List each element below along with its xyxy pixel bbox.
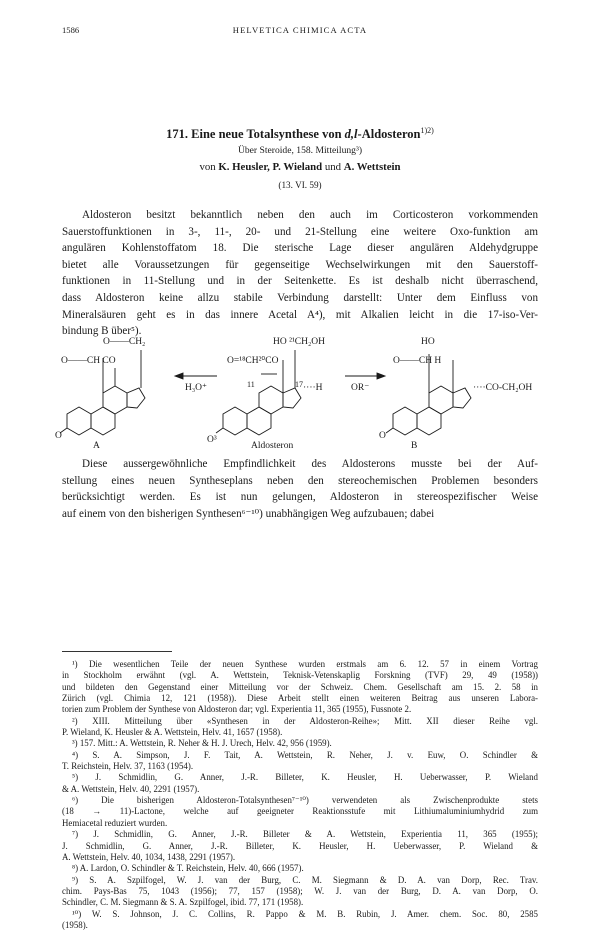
label-a-oxo: O	[55, 431, 62, 441]
label-aldo-17: 17	[295, 380, 303, 389]
label-aldo-h: ····H	[303, 383, 323, 393]
label-aldo-11: 11	[247, 380, 255, 389]
label-aldo-top: HO ²¹CH₂OH	[273, 337, 326, 347]
footnote-line: ²) XIII. Mitteilung über «Synthesen in der Aldosteron-Reihe»; Mitt. XII dieser Reihe vgl.	[72, 715, 538, 726]
label-a-top: O——CH₂	[103, 337, 146, 347]
footnote-line: ⁶) Die bisherigen Aldosteron-Totalsynthesen⁷⁻¹⁰) verwendeten als Zwischenprodukte stets	[72, 795, 538, 806]
text-line: berücksichtigt werden. Es ist nun gelungen, Aldosteron in stereospezifischer Weise	[62, 491, 538, 504]
footnote-line: ¹) Die wesentlichen Teile der neuen Synthese wurden erstmals am 6. 12. 57 in einem Vortrag	[72, 659, 538, 669]
text-line: auf einem von den bisherigen Synthesen⁶⁻¹⁰) unabhängigen Weg aufzubauen; dabei	[62, 507, 435, 520]
text-line: stellung eines neuen Syntheseplans neben den stereochemischen Problemen besonders	[62, 474, 538, 487]
footnote-line: ⁸) A. Lardon, O. Schindler & T. Reichstein, Helv. 40, 666 (1957).	[72, 863, 304, 874]
title-prefix: Eine neue Totalsynthese von	[191, 127, 342, 142]
journal-name: HELVETICA CHIMICA ACTA	[232, 25, 368, 35]
footnote-line: ⁵) J. Schmidlin, G. Anner, J.-R. Billeter, K. Heusler, H. Ueberwasser, P. Wieland	[72, 772, 538, 783]
footnote-line: chim. Pays-Bas 75, 1043 (1956); 77, 157 (1958); W. J. van der Burg, D. A. van Dorp, O.	[62, 885, 538, 896]
text-line: dass Aldosteron keine allzu stabile Verbindung darstellt: Unter dem Einfluss von	[62, 291, 538, 304]
article-subtitle: Über Steroide, 158. Mitteilung³)	[237, 145, 363, 156]
title-compound: -Aldosteron	[357, 127, 421, 142]
title-stereo: d,l	[344, 127, 358, 142]
label-b-ring: O——CH H	[393, 356, 442, 366]
author-2: P. Wieland	[272, 161, 323, 173]
text-line: bindung B über⁵).	[62, 325, 142, 338]
author-line	[0, 161, 600, 173]
label-b-oxo: O	[379, 431, 386, 441]
running-header	[62, 25, 538, 37]
footnote-line: Hemiacetal reduziert wurden.	[62, 817, 168, 828]
text-line: Sauerstoffunktionen in 3-, 11-, 20- und 21-Stellung eine weitere Oxo-funktion am	[62, 225, 538, 238]
text-line: Mineralsäuren geht es in das innere Acetal A⁴), mit Alkalien leicht in die 17-iso-Ver-	[62, 308, 538, 321]
footnote-line: A. Wettstein, Helv. 40, 1034, 1438, 2291 (1957).	[62, 851, 236, 862]
reaction-scheme	[55, 330, 545, 452]
footnote-line: Zürich (vgl. Chimia 12, 121 (1958)). Diese Arbeit stellt einen weiteren Beitrag aus unseren Labora-	[62, 693, 538, 704]
title-superscripts: 1)2)	[420, 126, 434, 135]
paragraph-2	[62, 456, 538, 522]
author-3: A. Wettstein	[343, 161, 401, 173]
footnote-line: ⁹) S. A. Szpilfogel, W. J. van der Burg, C. M. Siegmann & D. A. van Dorp, Rec. Trav.	[72, 874, 538, 885]
text-line: Aldosteron besitzt bekanntlich neben den auch im Corticosteron vorkommenden	[82, 209, 538, 221]
authors-prefix: von	[199, 161, 216, 173]
footnote-line: ⁴) S. A. Simpson, J. F. Tait, A. Wettstein, R. Neher, J. v. Euw, O. Schindler &	[72, 749, 538, 760]
reagent-acid: H₃O⁺	[185, 383, 208, 393]
footnote-line: T. Reichstein, Helv. 37, 1163 (1954).	[62, 761, 194, 772]
received-date: (13. VI. 59)	[278, 180, 322, 190]
label-aldo-o3: O³	[207, 435, 217, 445]
footnote-line: (1958).	[62, 919, 88, 930]
footnote-separator	[62, 651, 172, 652]
article-number: 171.	[166, 127, 189, 142]
compound-a-label: A	[93, 441, 100, 451]
footnote-line: & A. Wettstein, Helv. 40, 2291 (1957).	[62, 783, 200, 794]
footnote-line: und bildeten den Gegenstand einer Mitteilung vor der Schweiz. Chem. Gesellschaft am 15. 2. 58 in	[62, 681, 538, 692]
footnote-line: ³) 157. Mitt.: A. Wettstein, R. Neher & H. J. Urech, Helv. 42, 956 (1959).	[72, 738, 332, 749]
text-line: bietet alle Voraussetzungen für gegenseitige Wechselwirkungen mit den Sauerstoff-	[62, 258, 538, 271]
footnotes	[62, 659, 538, 931]
label-a-ring: O——CH CO	[61, 356, 116, 366]
footnote-line: J. Schmidlin, G. Anner, J.-R. Billeter, K. Heusler, H. Ueberwasser, P. Wieland &	[62, 840, 538, 851]
reagent-base: OR⁻	[351, 383, 370, 393]
authors-and: und	[324, 161, 342, 173]
label-b-side: ····CO-CH₂OH	[473, 383, 533, 393]
footnote-line: in Stockholm erwähnt (vgl. A. Wettstein, Teknisk-Vetenskaplig Forskning (TVF) 29, 49 (1958))	[62, 670, 538, 681]
author-1: K. Heusler,	[218, 161, 270, 173]
footnote-line: ⁷) J. Schmidlin, G. Anner, J.-R. Billeter & A. Wettstein, Experientia 11, 365 (1955);	[72, 829, 538, 840]
page-number: 1586	[62, 25, 80, 35]
footnote-line: ¹⁰) W. S. Johnson, J. C. Collins, R. Pappo & M. B. Rubin, J. Amer. chem. Soc. 80, 2585	[72, 908, 538, 919]
label-b-top: HO	[421, 337, 435, 347]
footnote-line: P. Wieland, K. Heusler & A. Wettstein, Helv. 41, 1657 (1958).	[62, 727, 283, 738]
footnote-line: Schindler, C. M. Siegmann & S. A. Szpilfogel, ibid. 77, 171 (1958).	[62, 897, 304, 908]
footnote-line: torien zum Problem der Synthese von Aldosteron dar; vgl. Experientia 11, 365 (1955), Fussnote 2.	[62, 704, 412, 715]
text-line: funktionen in 11-Stellung und in der Seitenkette. Es ist deshalb nicht überraschend,	[62, 275, 538, 288]
text-line: angulären Kohlenstoffatom 18. Die sterische Lage dieser angulären Aldehydgruppe	[62, 242, 538, 255]
steroid-skeleton-b	[386, 354, 471, 435]
label-aldo-ring: O=¹⁸CH²⁰CO	[227, 356, 279, 366]
paragraph-1	[62, 207, 538, 340]
compound-b-label: B	[411, 441, 418, 451]
footnote-line: (18 → 11)-Lactone, welche auf geeigneter Reaktionsstufe mit Lithiumaluminiumhydrid zum	[62, 806, 538, 817]
compound-aldosteron-label: Aldosteron	[251, 441, 294, 451]
article-title	[0, 126, 600, 142]
text-line: Diese aussergewöhnliche Empfindlichkeit des Aldosterons musste bei der Auf-	[82, 458, 538, 470]
